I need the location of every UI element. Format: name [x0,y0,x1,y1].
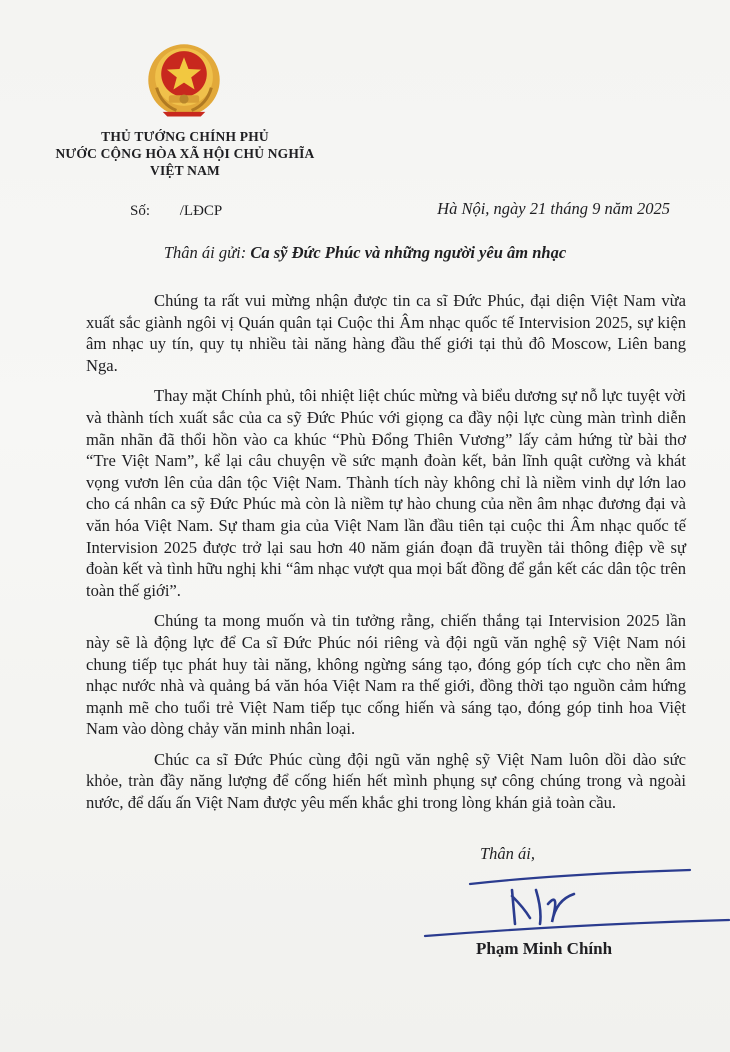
document-number-value: /LĐCP [179,203,223,219]
org-line-1: THỦ TƯỚNG CHÍNH PHỦ [101,129,269,144]
signer-name: Phạm Minh Chính [476,939,613,958]
document-number-label: Số: [130,203,151,219]
body-paragraph-2: Thay mặt Chính phủ, tôi nhiệt liệt chúc mừng và biểu dương sự nỗ lực tuyệt vời và thành tích xuất sắc của ca sỹ Đức Phúc với giọng ca đầy nội lực cùng màn trình diễn mãn nhãn đã thổi hồn vào ca khúc “Phù Đổng Thiên Vương” lấy cảm hứng từ bài thơ “Tre Việt Nam”, kể lại câu chuyện về sức mạnh đoàn kết, bản lĩnh quật cường và khát vọng vươn lên của dân tộc Việt Nam. Thành tích này không chỉ là niềm vinh dự lớn lao cho cá nhân ca sỹ Đức Phúc mà còn là niềm tự hào chung của nền âm nhạc đương đại và văn hóa Việt Nam. Sự tham gia của Việt Nam lần đầu tiên tại cuộc thi Âm nhạc quốc tế Intervision 2025 được trở lại sau hơn 40 năm gián đoạn đã truyền tải thông điệp về sự đoàn kết và tình hữu nghị khi “âm nhạc vượt qua mọi bất đồng để gắn kết các dân tộc trên toàn thế giới”. [86,386,686,600]
issuing-authority [40,128,330,179]
letter-body [86,290,686,823]
recipient-line [0,243,730,263]
recipient-name: Ca sỹ Đức Phúc và những người yêu âm nhạc [250,243,567,262]
body-paragraph-3: Chúng ta mong muốn và tin tưởng rằng, chiến thắng tại Intervision 2025 lần này sẽ là động lực để Ca sĩ Đức Phúc nói riêng và đội ngũ văn nghệ sỹ Việt Nam nói chung tiếp tục phát huy tài năng, không ngừng sáng tạo, đóng góp tích cực cho nền âm nhạc nước nhà và quảng bá văn hóa Việt Nam ra thế giới, đồng thời tạo nguồn cảm hứng mạnh mẽ cho tuổi trẻ Việt Nam tiếp tục cống hiến và sáng tạo, đóng góp tinh hoa Việt Nam vào dòng chảy văn minh nhân loại. [86,611,686,739]
body-paragraph-4: Chúc ca sĩ Đức Phúc cùng đội ngũ văn nghệ sỹ Việt Nam luôn dồi dào sức khỏe, tràn đầy năng lượng để cống hiến hết mình phụng sự công chúng trong và ngoài nước, để dấu ấn Việt Nam được yêu mến khắc ghi trong lòng khán giả toàn cầu. [86,749,686,813]
document-number [130,203,222,220]
handwritten-signature [0,860,730,950]
org-line-3: VIỆT NAM [150,163,220,178]
closing-salutation: Thân ái, [480,844,536,863]
org-line-2: NƯỚC CỘNG HÒA XÃ HỘI CHỦ NGHĨA [55,146,315,161]
recipient-prefix: Thân ái gửi: [163,243,247,262]
national-emblem-icon [146,42,222,118]
place-date: Hà Nội, ngày 21 tháng 9 năm 2025 [437,199,670,218]
body-paragraph-1: Chúng ta rất vui mừng nhận được tin ca sĩ Đức Phúc, đại diện Việt Nam vừa xuất sắc giành ngôi vị Quán quân tại Cuộc thi Âm nhạc quốc tế Intervision 2025, sự kiện âm nhạc uy tín, quy tụ nhiều tài năng hàng đầu thế giới tại thủ đô Moscow, Liên bang Nga. [86,291,686,375]
